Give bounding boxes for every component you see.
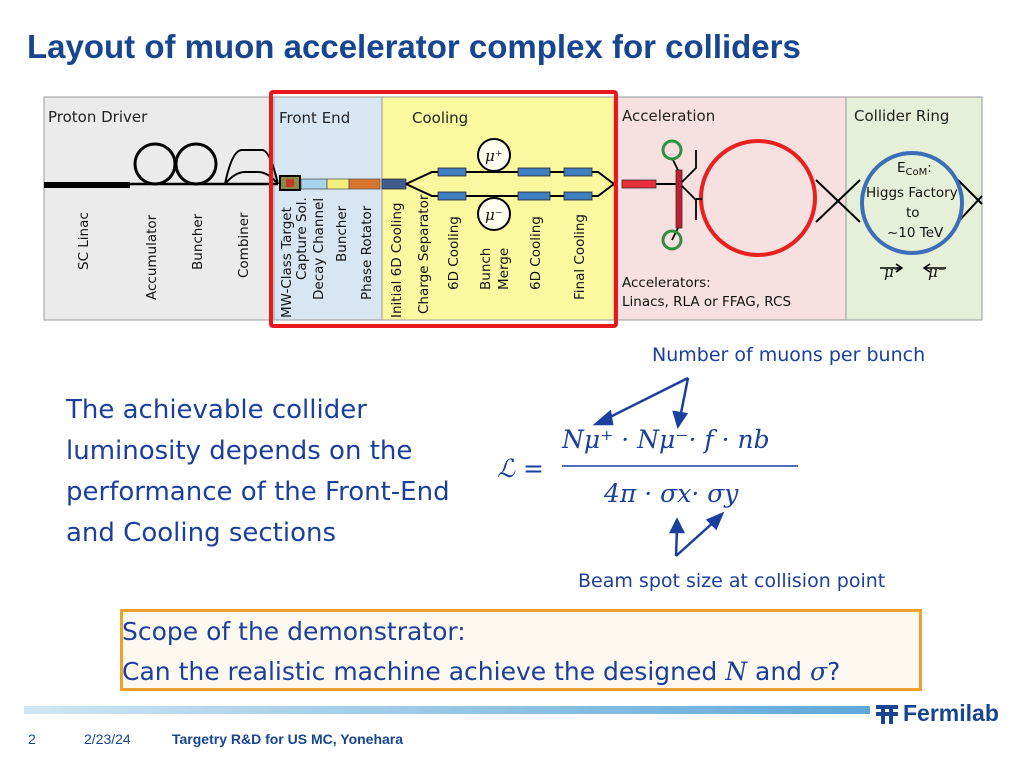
fermilab-logo (875, 700, 999, 727)
slide-title: Layout of muon accelerator complex for colliders (27, 28, 801, 65)
ring-label-3: ~10 TeV (887, 225, 944, 241)
ecom-label: $E_{CoM}$: (897, 160, 932, 178)
initial-cooling-box (382, 179, 406, 189)
ring-label-1: Higgs Factory (866, 185, 958, 201)
formula-lhs: ℒ = (497, 454, 544, 483)
formula-denominator: 4π · σx· σy (604, 479, 739, 508)
scope-text (122, 612, 840, 692)
label-phase-rotator: Phase Rotator (359, 205, 375, 300)
talk-title: Targetry R&D for US MC, Yonehara (172, 731, 404, 747)
annotation-muons-per-bunch: Number of muons per bunch (652, 344, 926, 366)
decay-channel-box (301, 179, 327, 189)
mu-minus-label: μ⁻ (485, 206, 503, 224)
ring-mu-plus: μ⁺ (884, 263, 902, 281)
rla-bar (676, 170, 682, 228)
label-bunch: Bunch (478, 247, 494, 290)
formula-numerator: Nμ⁺ · Nμ⁻· f · nb (562, 425, 770, 454)
ring-mu-minus: μ⁻ (928, 263, 946, 281)
scope-line-2: Can the realistic machine achieve the designed N and σ? (122, 657, 841, 686)
label-capture-sol: Capture Sol. (294, 197, 310, 280)
accelerators-label-2: Linacs, RLA or FFAG, RCS (622, 294, 792, 310)
label-merge: Merge (496, 247, 512, 290)
section-acceleration: Acceleration (622, 107, 716, 125)
label-charge-separator: Charge Separator (416, 194, 432, 314)
label-6d-cooling-2: 6D Cooling (528, 216, 544, 290)
label-final-cooling: Final Cooling (572, 214, 588, 300)
label-buncher: Buncher (190, 213, 206, 270)
phase-rotator-box (349, 179, 380, 189)
scope-line-1: Scope of the demonstrator: (122, 617, 466, 646)
luminosity-description: The achievable collider luminosity depends on the performance of the Front-End and Cooling sections (66, 395, 450, 548)
luminosity-formula (497, 425, 798, 508)
label-accumulator: Accumulator (144, 214, 160, 300)
label-sc-linac: SC Linac (76, 212, 92, 270)
label-decay-channel: Decay Channel (311, 197, 327, 300)
page-number: 2 (28, 731, 36, 747)
accelerators-label-1: Accelerators: (622, 275, 711, 291)
label-mw-target: MW-Class Target (279, 207, 295, 318)
linac-box (622, 180, 656, 188)
annotation-arrows (596, 378, 722, 556)
fermilab-wordmark: Fermilab (903, 700, 999, 726)
footer-bar (24, 706, 870, 714)
date: 2/23/24 (84, 731, 131, 747)
ring-label-2: to (906, 205, 920, 221)
label-6d-cooling-1: 6D Cooling (446, 216, 462, 290)
section-proton-driver: Proton Driver (48, 108, 148, 126)
buncher-box (327, 179, 349, 189)
section-cooling: Cooling (412, 109, 469, 127)
annotation-beam-spot: Beam spot size at collision point (578, 570, 886, 592)
section-front-end: Front End (279, 109, 351, 127)
fermilab-icon (875, 702, 899, 726)
label-combiner: Combiner (236, 212, 252, 278)
label-initial-6d-cooling: Initial 6D Cooling (389, 202, 405, 318)
section-collider-ring: Collider Ring (854, 107, 950, 125)
label-buncher-fe: Buncher (334, 205, 350, 262)
mu-plus-label: μ⁺ (485, 147, 503, 165)
